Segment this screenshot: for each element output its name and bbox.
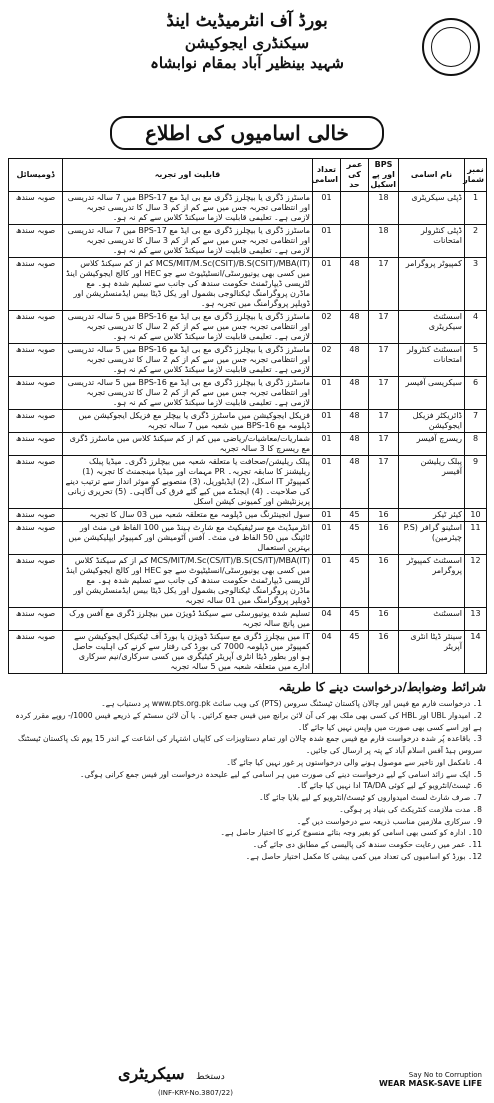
cell-bps: 17 xyxy=(369,258,399,311)
board-logo-icon xyxy=(422,18,480,76)
table-row xyxy=(9,377,487,410)
terms-list xyxy=(8,698,486,863)
cell-post: کمپیوٹر پروگرامر xyxy=(399,258,465,311)
term-item: 7۔ صرف شارٹ لسٹ امیدواروں کو ٹیسٹ/انٹرویو کے لیے بلایا جائے گا۔ xyxy=(259,793,482,803)
cell-bps: 17 xyxy=(369,456,399,509)
cell-domicile: صوبہ سندھ xyxy=(9,410,63,433)
header-line-3: شہید بینظیر آباد بمقام نوابشاہ xyxy=(150,54,344,73)
header xyxy=(8,10,486,110)
cell-qualification: ماسٹرز ڈگری یا بیچلرز ڈگری مع بی ایڈ مع BPS-16 میں 5 سالہ تدریسی اور انتظامی تجربہ جس میں سے کم از کم 2 سال کا تدریسی تجربہ لازمی ہے۔ تعلیمی قابلیت لازما سیکنڈ کلاس سے کم نہ ہو۔ xyxy=(63,344,313,377)
terms-title: شرائط وضوابط/درخواست دینے کا طریقہ xyxy=(278,680,486,694)
cell-count: 01 xyxy=(313,509,341,522)
sign-title: سیکریٹری xyxy=(118,1064,185,1083)
table-row xyxy=(9,509,487,522)
cell-serial: 2 xyxy=(465,225,487,258)
term-item: 2۔ امیدوار UBL اور HBL کی کسی بھی ملک بھر کی آن لائن برانچ میں فیس جمع کرائیں۔ یا آن لائن سسٹم کے ذریعے فیس 1000/- روپے مقرر کردہ ہے اور اسے کسی بھی صورت میں واپس نہیں کیا جائے گا۔ xyxy=(15,710,482,732)
cell-bps: 17 xyxy=(369,433,399,456)
vacancy-banner: خالی اسامیوں کی اطلاع xyxy=(110,116,384,150)
cell-age xyxy=(341,192,369,225)
cell-count: 01 xyxy=(313,225,341,258)
cell-count: 01 xyxy=(313,433,341,456)
cell-domicile: صوبہ سندھ xyxy=(9,377,63,410)
table-row xyxy=(9,608,487,631)
cell-bps: 18 xyxy=(369,192,399,225)
cell-age: 45 xyxy=(341,522,369,555)
cell-count: 01 xyxy=(313,555,341,608)
cell-serial: 5 xyxy=(465,344,487,377)
cell-domicile: صوبہ سندھ xyxy=(9,192,63,225)
cell-bps: 16 xyxy=(369,522,399,555)
table-row xyxy=(9,631,487,674)
cell-post: ریسرچ آفیسر xyxy=(399,433,465,456)
header-line-1: بورڈ آف انٹرمیڈیٹ اینڈ xyxy=(166,11,328,31)
cell-count: 01 xyxy=(313,377,341,410)
header-post: نام اسامی xyxy=(399,159,465,192)
cell-qualification: MCS/MIT/M.Sc(CSIT)/B.S(CSIT)/MBA(IT) کم از کم سیکنڈ کلاس میں کسی بھی یونیورسٹی/انسٹیٹیوٹ سے جو HEC اور کالج ایجوکیشن اینڈ لٹریسی ڈیپارٹمنٹ حکومت سندھ کی جانب سے تسلیم شدہ ہو۔ مع ماڈرن پروگرامنگ ٹیکنالوجی بشمول اور یکل ڈیٹا بیس ایڈمنسٹریشن اور ڈویلپر پروگرامنگ میں تجربہ ہو۔ xyxy=(63,258,313,311)
cell-count: 01 xyxy=(313,456,341,509)
footer xyxy=(8,1057,486,1097)
cell-post: کیئر ٹیکر xyxy=(399,509,465,522)
wear-mask-text: WEAR MASK-SAVE LIFE xyxy=(378,1079,482,1089)
table-row xyxy=(9,456,487,509)
cell-age: 48 xyxy=(341,433,369,456)
cell-count: 01 xyxy=(313,410,341,433)
cell-qualification: تسلیم شدہ یونیورسٹی سے سیکنڈ ڈویژن میں بیچلرز ڈگری مع آفس ورک میں پانچ سالہ تجربہ xyxy=(63,608,313,631)
term-item: 8۔ مدت ملازمت کنٹریکٹ کی بنیاد پر ہوگی۔ xyxy=(339,804,482,814)
cell-serial: 13 xyxy=(465,608,487,631)
cell-bps: 18 xyxy=(369,225,399,258)
cell-serial: 12 xyxy=(465,555,487,608)
cell-qualification: شماریات/معاشیات/ریاضی میں کم از کم سیکنڈ کلاس میں ماسٹرز ڈگری مع ریسرچ کا 3 سالہ تجربہ xyxy=(63,433,313,456)
cell-post: ڈپٹی کنٹرولر امتحانات xyxy=(399,225,465,258)
cell-qualification: انٹرمیڈیٹ مع سرٹیفیکیٹ مع شارٹ ہینڈ میں 100 الفاظ فی منٹ اور ٹائپنگ میں 50 الفاظ فی منٹ۔ آفس آٹومیشن اور کمپیوٹر ایپلیکیشن میں بہترین استعمال xyxy=(63,522,313,555)
table-row xyxy=(9,555,487,608)
cell-count: 02 xyxy=(313,344,341,377)
cell-serial: 8 xyxy=(465,433,487,456)
cell-qualification: MCS/MIT/M.Sc(CS/IT)/B.S(CS/IT)/MBA(IT) کم از کم سیکنڈ کلاس میں کسی بھی یونیورسٹی/انسٹیٹیوٹ سے جو HEC اور کالج ایجوکیشن اینڈ لٹریسی ڈیپارٹمنٹ حکومت سندھ کی جانب سے تسلیم شدہ ہو۔ مع ماڈرن پروگرامنگ ٹیکنالوجی بشمول اور یکل ڈیٹا بیس ایڈمنسٹریشن اور ڈویلپر پروگرامنگ میں 01 سالہ تجربہ xyxy=(63,555,313,608)
cell-domicile: صوبہ سندھ xyxy=(9,456,63,509)
cell-age xyxy=(341,225,369,258)
cell-post: اسسٹنٹ سیکریٹری xyxy=(399,311,465,344)
cell-count: 04 xyxy=(313,631,341,674)
table-row xyxy=(9,522,487,555)
cell-qualification: ماسٹرز ڈگری یا بیچلرز ڈگری مع بی ایڈ مع BPS-17 میں 7 سالہ تدریسی اور انتظامی تجربہ جس میں سے کم از کم 3 سال کا تدریسی تجربہ لازمی ہے۔ تعلیمی قابلیت لازما سیکنڈ کلاس سے کم نہ ہو۔ xyxy=(63,225,313,258)
cell-age: 45 xyxy=(341,509,369,522)
cell-age: 48 xyxy=(341,344,369,377)
cell-domicile: صوبہ سندھ xyxy=(9,258,63,311)
cell-bps: 17 xyxy=(369,344,399,377)
cell-post: ڈائریکٹر فزیکل ایجوکیشن xyxy=(399,410,465,433)
cell-domicile: صوبہ سندھ xyxy=(9,311,63,344)
cell-domicile: صوبہ سندھ xyxy=(9,631,63,674)
term-item: 11۔ عمر میں رعایت حکومت سندھ کی پالیسی کے مطابق دی جائے گی۔ xyxy=(252,840,482,850)
table-row xyxy=(9,433,487,456)
cell-domicile: صوبہ سندھ xyxy=(9,344,63,377)
cell-age: 45 xyxy=(341,631,369,674)
cell-bps: 16 xyxy=(369,555,399,608)
cell-count: 01 xyxy=(313,192,341,225)
signature-block xyxy=(118,1064,225,1083)
cell-age: 48 xyxy=(341,377,369,410)
cell-serial: 4 xyxy=(465,311,487,344)
cell-bps: 17 xyxy=(369,410,399,433)
cell-bps: 16 xyxy=(369,608,399,631)
table-row xyxy=(9,410,487,433)
term-item: 1۔ درخواست فارم مع فیس اور چالان پاکستان ٹیسٹنگ سروس (PTS) کی ویب سائٹ www.pts.org.pk پر دستیاب ہے۔ xyxy=(101,699,482,708)
term-item: 3۔ باقاعدہ پُر شدہ درخواست فارم مع فیس جمع شدہ چالان اور تمام دستاویزات کی کاپیاں اشتہار کی اشاعت کے اندر 15 یوم تک پاکستان ٹیسٹنگ سروس ہیڈ آفس اسلام آباد کے پتہ پر ارسال کی جائیں۔ xyxy=(18,734,482,756)
header-count: تعداد اسامی xyxy=(313,159,341,192)
cell-serial: 1 xyxy=(465,192,487,225)
cell-qualification: پبلک ریلیشن/صحافت یا متعلقہ شعبہ میں بیچلرز ڈگری۔ میڈیا پبلک ریلیشنز کا سابقہ تجربہ۔ PR مہمات اور میڈیا مینجمنٹ کا تجربہ (1) کمپیوٹر IT اسکل، (2) ایڈیٹوریل، (3) منصوبے کو موثر انداز سے ترتیب دینے کی صلاحیت۔ (4) ایجنڈے میں کیے گئے فرق کی آگاہی۔ (5) تحریری زبانی پریزنٹیشن اور کمیونی کیشن اسکل xyxy=(63,456,313,509)
cell-age: 45 xyxy=(341,555,369,608)
cell-post: اسسٹنٹ xyxy=(399,608,465,631)
cell-serial: 6 xyxy=(465,377,487,410)
cell-age: 45 xyxy=(341,608,369,631)
cell-domicile: صوبہ سندھ xyxy=(9,225,63,258)
cell-serial: 14 xyxy=(465,631,487,674)
table-row xyxy=(9,311,487,344)
table-row xyxy=(9,192,487,225)
cell-count: 04 xyxy=(313,608,341,631)
table-row xyxy=(9,344,487,377)
cell-post: سیکریسی آفیسر xyxy=(399,377,465,410)
cell-qualification: ماسٹرز ڈگری یا بیچلرز ڈگری مع بی ایڈ مع BPS-17 میں 7 سالہ تدریسی اور انتظامی تجربہ جس میں سے کم از کم 3 سال کا تدریسی تجربہ لازمی ہے۔ تعلیمی قابلیت لازما سیکنڈ کلاس سے کم نہ ہو۔ xyxy=(63,192,313,225)
cell-serial: 11 xyxy=(465,522,487,555)
table-row xyxy=(9,258,487,311)
cell-post: پبلک ریلیشن آفیسر xyxy=(399,456,465,509)
cell-domicile: صوبہ سندھ xyxy=(9,433,63,456)
cell-bps: 17 xyxy=(369,311,399,344)
cell-post: اسٹینو گرافر (P.S چیئرمین) xyxy=(399,522,465,555)
cell-qualification: سول انجینئرنگ میں ڈپلومہ مع متعلقہ شعبہ میں 03 سال کا تجربہ xyxy=(63,509,313,522)
header-qualification: قابلیت اور تجربہ xyxy=(63,159,313,192)
cell-serial: 10 xyxy=(465,509,487,522)
cell-bps: 16 xyxy=(369,631,399,674)
term-item: 5۔ ایک سے زائد اسامی کے لیے درخواست دینے کی صورت میں ہر اسامی کے لیے علیحدہ درخواست اور فیس جمع کرانی ہوگی۔ xyxy=(79,769,482,779)
sign-label: دستخط xyxy=(196,1072,225,1082)
cell-domicile: صوبہ سندھ xyxy=(9,509,63,522)
cell-post: ڈپٹی سیکریٹری xyxy=(399,192,465,225)
cell-count: 01 xyxy=(313,258,341,311)
cell-count: 01 xyxy=(313,522,341,555)
cell-age: 48 xyxy=(341,258,369,311)
cell-bps: 17 xyxy=(369,377,399,410)
reference-number: (INF-KRY-No.3807/22) xyxy=(158,1089,233,1097)
term-item: 4۔ نامکمل اور تاخیر سے موصول ہونے والی درخواستوں پر غور نہیں کیا جائے گا۔ xyxy=(226,757,482,767)
cell-age: 48 xyxy=(341,311,369,344)
cell-count: 02 xyxy=(313,311,341,344)
header-bps: BPS اور پے اسکیل xyxy=(369,159,399,192)
header-serial: نمبر شمار xyxy=(465,159,487,192)
cell-domicile: صوبہ سندھ xyxy=(9,555,63,608)
table-header-row xyxy=(9,159,487,192)
cell-bps: 16 xyxy=(369,509,399,522)
vacancy-table xyxy=(8,158,487,674)
cell-qualification: ماسٹرز ڈگری یا بیچلرز ڈگری مع بی ایڈ مع BPS-16 میں 5 سالہ تدریسی اور انتظامی تجربہ جس میں سے کم از کم 2 سال کا تدریسی تجربہ لازمی ہے۔ تعلیمی قابلیت لازما سیکنڈ کلاس سے کم نہ ہو۔ xyxy=(63,311,313,344)
corruption-notice xyxy=(379,1071,482,1089)
header-line-2: سیکنڈری ایجوکیشن xyxy=(184,33,310,52)
cell-domicile: صوبہ سندھ xyxy=(9,522,63,555)
cell-qualification: فزیکل ایجوکیشن میں ماسٹرز ڈگری یا بیچلر مع فزیکل ایجوکیشن میں ڈپلومہ مع BPS-16 میں شعبہ میں 7 سالہ تجربہ xyxy=(63,410,313,433)
cell-post: اسسٹنٹ کمپیوٹر پروگرامر xyxy=(399,555,465,608)
header-age: عمر کی حد xyxy=(341,159,369,192)
term-item: 12۔ بورڈ کو اسامیوں کی تعداد میں کمی بیشی کا مکمل اختیار حاصل ہے۔ xyxy=(245,851,482,861)
cell-age: 48 xyxy=(341,410,369,433)
table-row xyxy=(9,225,487,258)
term-item: 9۔ سرکاری ملازمین مناسب ذریعہ سے درخواست دیں گے۔ xyxy=(296,816,482,826)
cell-qualification: ماسٹرز ڈگری یا بیچلرز ڈگری مع بی ایڈ مع BPS-16 میں 5 سالہ تدریسی اور انتظامی تجربہ جس میں سے کم از کم 2 سال کا تدریسی تجربہ لازمی ہے۔ تعلیمی قابلیت لازما سیکنڈ کلاس سے کم نہ ہو۔ xyxy=(63,377,313,410)
cell-qualification: IT میں بیچلرز ڈگری مع سیکنڈ ڈویژن یا بورڈ آف ٹیکنیکل ایجوکیشن سے کمپیوٹر میں ڈپلومہ 7000 کی بورڈ کی رفتار سے کرنے کی اہلیت حاصل ہو اور بطور ڈیٹا انٹری آپریٹر کیٹیگری میں کسی سرکاری/نیم سرکاری ادارے میں متعلقہ شعبہ میں 5 سالہ تجربہ xyxy=(63,631,313,674)
term-item: 10۔ ادارہ کو کسی بھی اسامی کو بغیر وجہ بتائے منسوخ کرنے کا اختیار حاصل ہے۔ xyxy=(220,828,482,838)
cell-serial: 9 xyxy=(465,456,487,509)
term-item: 6۔ ٹیسٹ/انٹرویو کے لیے کوئی TA/DA ادا نہیں کیا جائے گا۔ xyxy=(296,781,482,791)
cell-age: 48 xyxy=(341,456,369,509)
cell-serial: 7 xyxy=(465,410,487,433)
cell-post: سینئر ڈیٹا انٹری آپریٹر xyxy=(399,631,465,674)
header-domicile: ڈومیسائل xyxy=(9,159,63,192)
cell-post: اسسٹنٹ کنٹرولر امتحانات xyxy=(399,344,465,377)
say-no-text: Say No to Corruption xyxy=(408,1071,482,1080)
cell-domicile: صوبہ سندھ xyxy=(9,608,63,631)
cell-serial: 3 xyxy=(465,258,487,311)
